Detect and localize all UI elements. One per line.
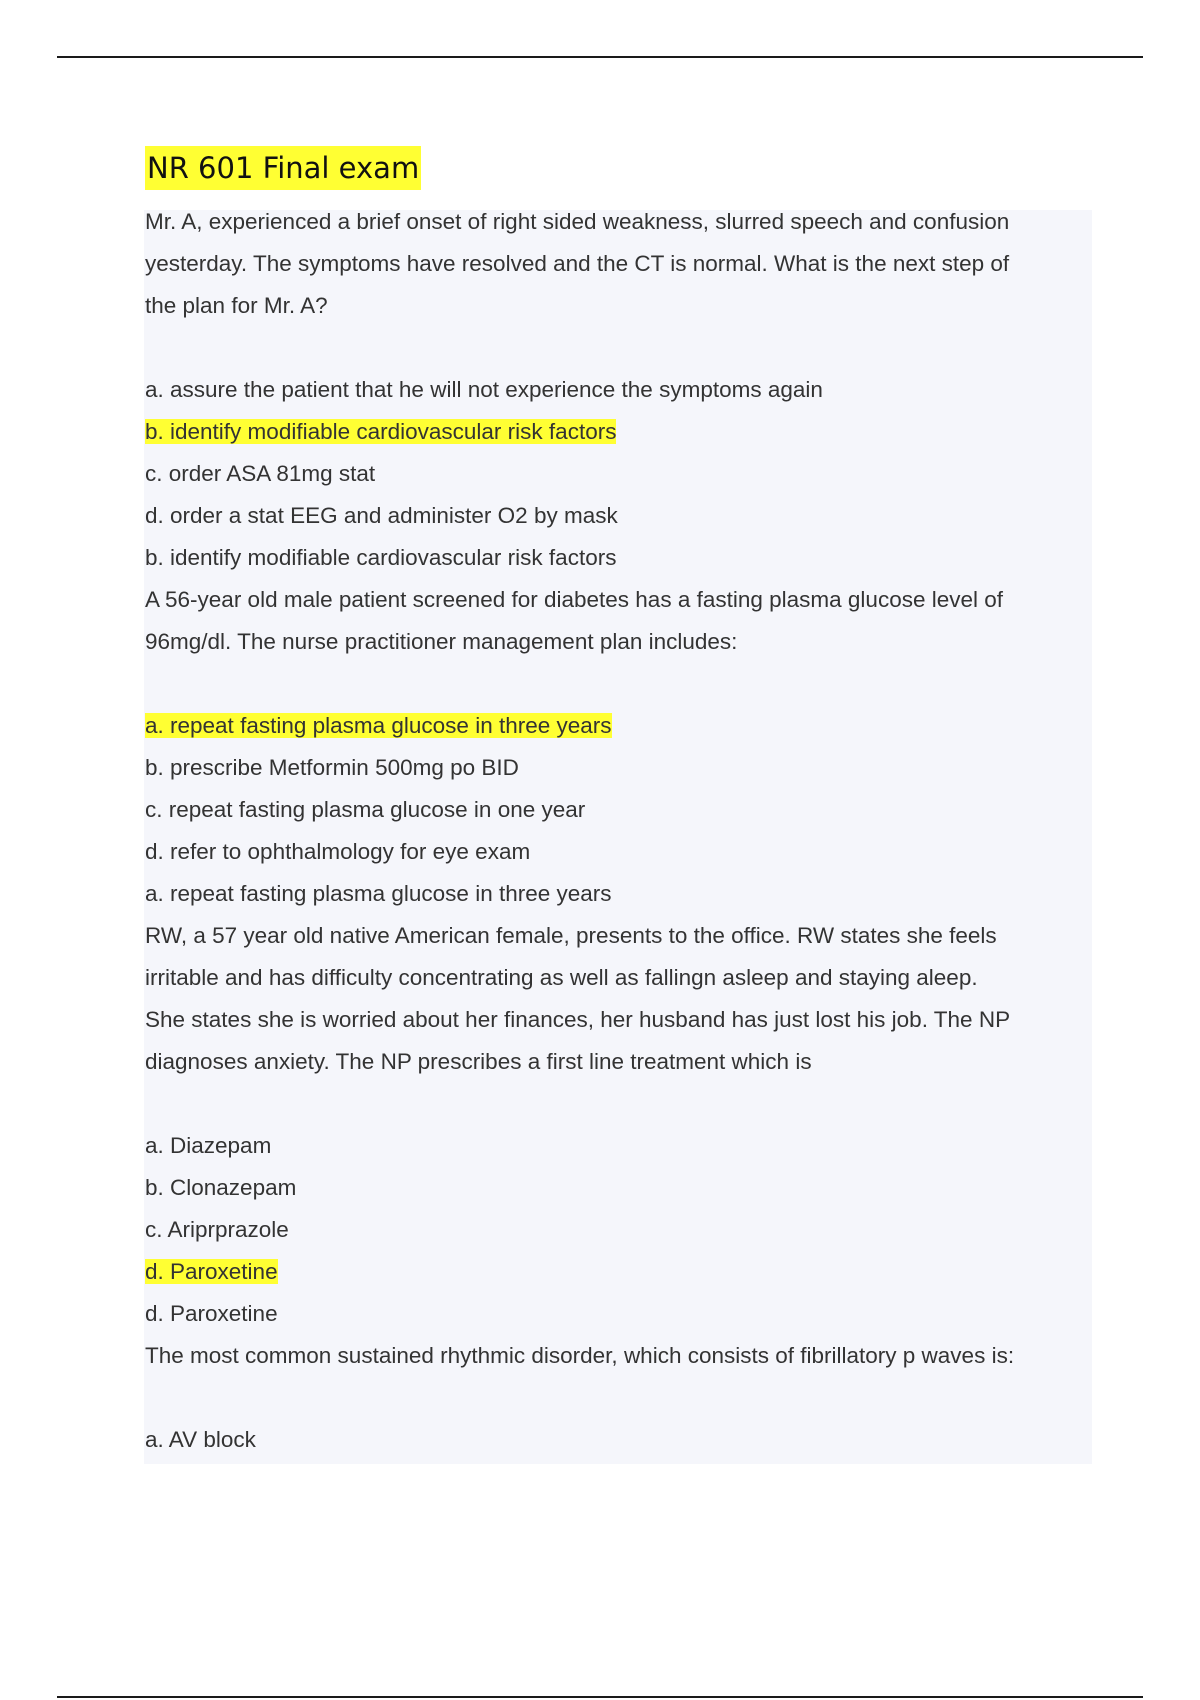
answer-option-text: d. Paroxetine xyxy=(145,1259,278,1284)
answer-option-text: c. repeat fasting plasma glucose in one year xyxy=(145,797,586,822)
question-stem-line: Mr. A, experienced a brief onset of right sided weakness, slurred speech and confusion xyxy=(145,209,1010,234)
answer-option-text: b. Clonazepam xyxy=(145,1175,297,1200)
blank-line xyxy=(145,327,1090,369)
question-stem-line: 96mg/dl. The nurse practitioner management plan includes: xyxy=(145,629,738,654)
answer-key-line: b. identify modifiable cardiovascular risk factors xyxy=(145,545,617,570)
highlighted-answer-option xyxy=(145,411,1090,453)
answer-option xyxy=(145,453,1090,495)
highlighted-answer-option xyxy=(145,705,1090,747)
question-stem-line: yesterday. The symptoms have resolved and the CT is normal. What is the next step of xyxy=(145,251,1010,276)
answer-option xyxy=(145,831,1090,873)
answer-option-text: c. Ariprprazole xyxy=(145,1217,289,1242)
question-stem-line: irritable and has difficulty concentrating as well as fallingn asleep and staying aleep. xyxy=(145,965,978,990)
question-block xyxy=(145,579,1090,915)
page-title: NR 601 Final exam xyxy=(145,146,421,190)
title-block xyxy=(145,146,421,190)
answer-option-text: a. assure the patient that he will not experience the symptoms again xyxy=(145,377,823,402)
answer-option-text: b. identify modifiable cardiovascular risk factors xyxy=(145,419,617,444)
answer-option xyxy=(145,1419,1090,1461)
answer-option-text: b. prescribe Metformin 500mg po BID xyxy=(145,755,519,780)
answer-option xyxy=(145,1209,1090,1251)
answer-option-text: d. refer to ophthalmology for eye exam xyxy=(145,839,531,864)
answer-option xyxy=(145,747,1090,789)
question-stem-line: the plan for Mr. A? xyxy=(145,293,328,318)
answer-option xyxy=(145,1125,1090,1167)
question-stem-line: She states she is worried about her finances, her husband has just lost his job. The NP xyxy=(145,1007,1011,1032)
blank-line xyxy=(145,1377,1090,1419)
blank-line xyxy=(145,1083,1090,1125)
answer-option-text: a. AV block xyxy=(145,1427,256,1452)
highlighted-answer-option xyxy=(145,1251,1090,1293)
answer-key-line: a. repeat fasting plasma glucose in three years xyxy=(145,881,612,906)
question-stem-line: diagnoses anxiety. The NP prescribes a first line treatment which is xyxy=(145,1049,812,1074)
question-block xyxy=(145,1335,1090,1461)
answer-option xyxy=(145,369,1090,411)
answer-option-text: a. Diazepam xyxy=(145,1133,272,1158)
answer-option xyxy=(145,789,1090,831)
header-rule xyxy=(57,56,1143,58)
question-block xyxy=(145,915,1090,1335)
question-block xyxy=(145,201,1090,579)
answer-option-text: c. order ASA 81mg stat xyxy=(145,461,376,486)
question-stem-line: A 56-year old male patient screened for diabetes has a fasting plasma glucose level of xyxy=(145,587,1004,612)
question-stem-line: The most common sustained rhythmic disorder, which consists of fibrillatory p waves is: xyxy=(145,1343,1015,1368)
question-list xyxy=(145,201,1090,1461)
answer-key-line: d. Paroxetine xyxy=(145,1301,278,1326)
answer-option-text: a. repeat fasting plasma glucose in three years xyxy=(145,713,612,738)
answer-option xyxy=(145,495,1090,537)
answer-option xyxy=(145,1167,1090,1209)
footer-rule xyxy=(57,1696,1143,1698)
blank-line xyxy=(145,663,1090,705)
question-stem-line: RW, a 57 year old native American female, presents to the office. RW states she feels xyxy=(145,923,997,948)
answer-option-text: d. order a stat EEG and administer O2 by mask xyxy=(145,503,618,528)
